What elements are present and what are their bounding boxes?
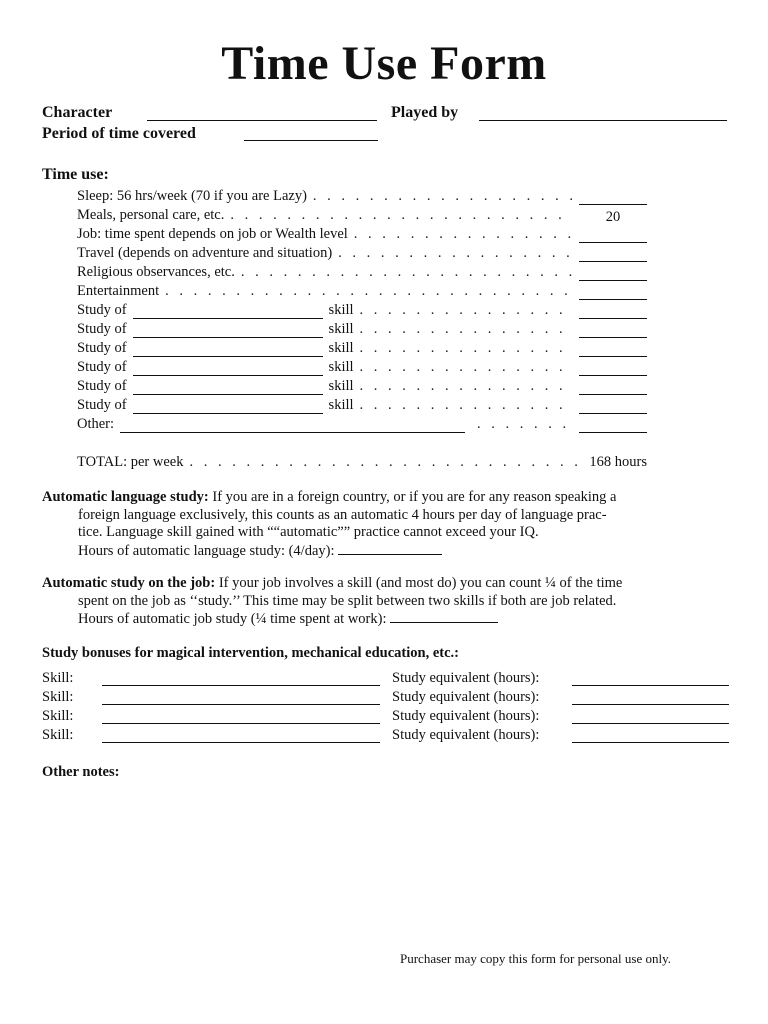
- auto-job-text-1: If your job involves a skill (and most do) you can count ¼ of the time: [218, 575, 623, 591]
- study-subject-field[interactable]: [133, 343, 323, 357]
- bonus-skill-field[interactable]: [102, 723, 380, 724]
- time-use-row-label: Job: time spent depends on job or Wealth level: [77, 226, 348, 242]
- total-label: TOTAL: per week: [77, 454, 184, 470]
- hours-field[interactable]: [579, 324, 647, 338]
- leader-dots: [338, 246, 573, 263]
- bonus-equiv-field[interactable]: [572, 704, 729, 705]
- bonus-row: [42, 670, 732, 689]
- period-field[interactable]: [244, 140, 378, 141]
- auto-job-hours-field[interactable]: [390, 610, 498, 623]
- bonus-equiv-field[interactable]: [572, 723, 729, 724]
- time-use-row: [77, 205, 647, 224]
- study-row: [77, 338, 647, 357]
- time-use-row: [77, 262, 647, 281]
- other-notes-area[interactable]: [42, 790, 732, 930]
- leader-dots: [360, 379, 573, 396]
- leader-dots: [230, 208, 573, 225]
- auto-language-text-2: foreign language exclusively, this counts as an automatic 4 hours per day of language prac-: [78, 506, 607, 523]
- auto-job-section: [42, 575, 732, 629]
- time-use-row-label: Meals, personal care, etc.: [77, 207, 225, 223]
- study-subject-field[interactable]: [133, 324, 323, 338]
- hours-field[interactable]: [579, 362, 647, 376]
- leader-dots: [360, 303, 573, 320]
- bonus-skill-label: Skill:: [42, 727, 74, 743]
- study-suffix: skill: [328, 321, 354, 337]
- page-title: Time Use Form: [221, 37, 547, 90]
- study-subject-field[interactable]: [133, 362, 323, 376]
- bonus-equiv-label: Study equivalent (hours):: [392, 689, 540, 705]
- study-prefix: Study of: [77, 397, 127, 413]
- hours-field[interactable]: [579, 343, 647, 357]
- auto-language-text-3: tice. Language skill gained with ““automatic”” practice cannot exceed your IQ.: [78, 524, 539, 540]
- played-by-field[interactable]: [479, 120, 727, 121]
- bonus-equiv-label: Study equivalent (hours):: [392, 670, 540, 686]
- hours-field[interactable]: [579, 419, 647, 433]
- leader-dots: [360, 398, 573, 415]
- study-row: [77, 319, 647, 338]
- time-use-row-label: Travel (depends on adventure and situation): [77, 245, 333, 261]
- auto-language-text-1: If you are in a foreign country, or if you are for any reason speaking a: [212, 489, 617, 505]
- time-use-heading: Time use:: [42, 166, 109, 183]
- total-row: [77, 452, 647, 471]
- auto-job-hours-label: Hours of automatic job study (¼ time spent at work):: [78, 611, 387, 627]
- hours-field[interactable]: [579, 248, 647, 262]
- total-value: 168 hours: [589, 454, 647, 470]
- study-suffix: skill: [328, 397, 354, 413]
- auto-job-text-2: spent on the job as ‘‘study.’’ This time may be split between two skills if both are job related.: [78, 592, 617, 609]
- hours-field[interactable]: [579, 286, 647, 300]
- time-use-row: [77, 186, 647, 205]
- bonus-skill-label: Skill:: [42, 670, 74, 686]
- bonus-equiv-field[interactable]: [572, 742, 729, 743]
- played-by-label: Played by: [391, 104, 459, 121]
- leader-dots: [313, 189, 573, 206]
- bonus-skill-field[interactable]: [102, 742, 380, 743]
- study-subject-field[interactable]: [133, 400, 323, 414]
- hours-field[interactable]: [579, 229, 647, 243]
- leader-dots: [360, 341, 573, 358]
- auto-language-hours-field[interactable]: [338, 542, 442, 555]
- other-field[interactable]: [120, 419, 465, 433]
- study-row: [77, 395, 647, 414]
- study-prefix: Study of: [77, 359, 127, 375]
- auto-language-hours-row: [42, 542, 732, 561]
- leader-dots: [477, 417, 573, 434]
- auto-language-hours-label: Hours of automatic language study: (4/day):: [78, 542, 335, 559]
- study-suffix: skill: [328, 359, 354, 375]
- hours-field[interactable]: [579, 305, 647, 319]
- bonus-row: [42, 727, 732, 746]
- bonus-row: [42, 708, 732, 727]
- study-suffix: skill: [328, 302, 354, 318]
- hours-field[interactable]: 20: [605, 209, 621, 225]
- study-suffix: skill: [328, 340, 354, 356]
- auto-language-heading: Automatic language study:: [42, 489, 209, 505]
- character-label: Character: [42, 104, 113, 121]
- leader-dots: [360, 322, 573, 339]
- bonus-skill-label: Skill:: [42, 689, 74, 705]
- study-row: [77, 357, 647, 376]
- character-field[interactable]: [147, 120, 377, 121]
- time-use-row: [77, 281, 647, 300]
- bonuses-heading: Study bonuses for magical intervention, mechanical education, etc.:: [42, 645, 459, 661]
- hours-field[interactable]: [579, 400, 647, 414]
- bonus-equiv-label: Study equivalent (hours):: [392, 727, 540, 743]
- bonus-equiv-field[interactable]: [572, 685, 729, 686]
- hours-field[interactable]: [579, 381, 647, 395]
- time-use-row: [77, 243, 647, 262]
- study-suffix: skill: [328, 378, 354, 394]
- bonus-equiv-label: Study equivalent (hours):: [392, 708, 540, 724]
- auto-language-section: [42, 489, 732, 560]
- leader-dots: [241, 265, 573, 282]
- bonus-skill-field[interactable]: [102, 704, 380, 705]
- bonus-row: [42, 689, 732, 708]
- study-subject-field[interactable]: [133, 305, 323, 319]
- other-notes-label: Other notes:: [42, 764, 120, 780]
- hours-field[interactable]: [579, 267, 647, 281]
- study-prefix: Study of: [77, 321, 127, 337]
- leader-dots: [189, 455, 583, 472]
- leader-dots: [165, 284, 573, 301]
- hours-field[interactable]: [579, 191, 647, 205]
- auto-job-hours-row: [42, 610, 732, 629]
- auto-job-heading: Automatic study on the job:: [42, 575, 216, 591]
- period-label: Period of time covered: [42, 125, 196, 142]
- study-subject-field[interactable]: [133, 381, 323, 395]
- study-prefix: Study of: [77, 302, 127, 318]
- leader-dots: [360, 360, 573, 377]
- time-use-row-label: Sleep: 56 hrs/week (70 if you are Lazy): [77, 188, 307, 204]
- time-use-row-label: Entertainment: [77, 283, 160, 299]
- bonus-skill-label: Skill:: [42, 708, 74, 724]
- time-use-row-label: Religious observances, etc.: [77, 264, 235, 280]
- study-row: [77, 300, 647, 319]
- study-prefix: Study of: [77, 340, 127, 356]
- leader-dots: [354, 227, 573, 244]
- study-row: [77, 376, 647, 395]
- other-row: [77, 414, 647, 433]
- study-prefix: Study of: [77, 378, 127, 394]
- copy-notice: Purchaser may copy this form for personal use only.: [400, 951, 672, 966]
- time-use-row: [77, 224, 647, 243]
- bonus-skill-field[interactable]: [102, 685, 380, 686]
- other-label: Other:: [77, 416, 115, 432]
